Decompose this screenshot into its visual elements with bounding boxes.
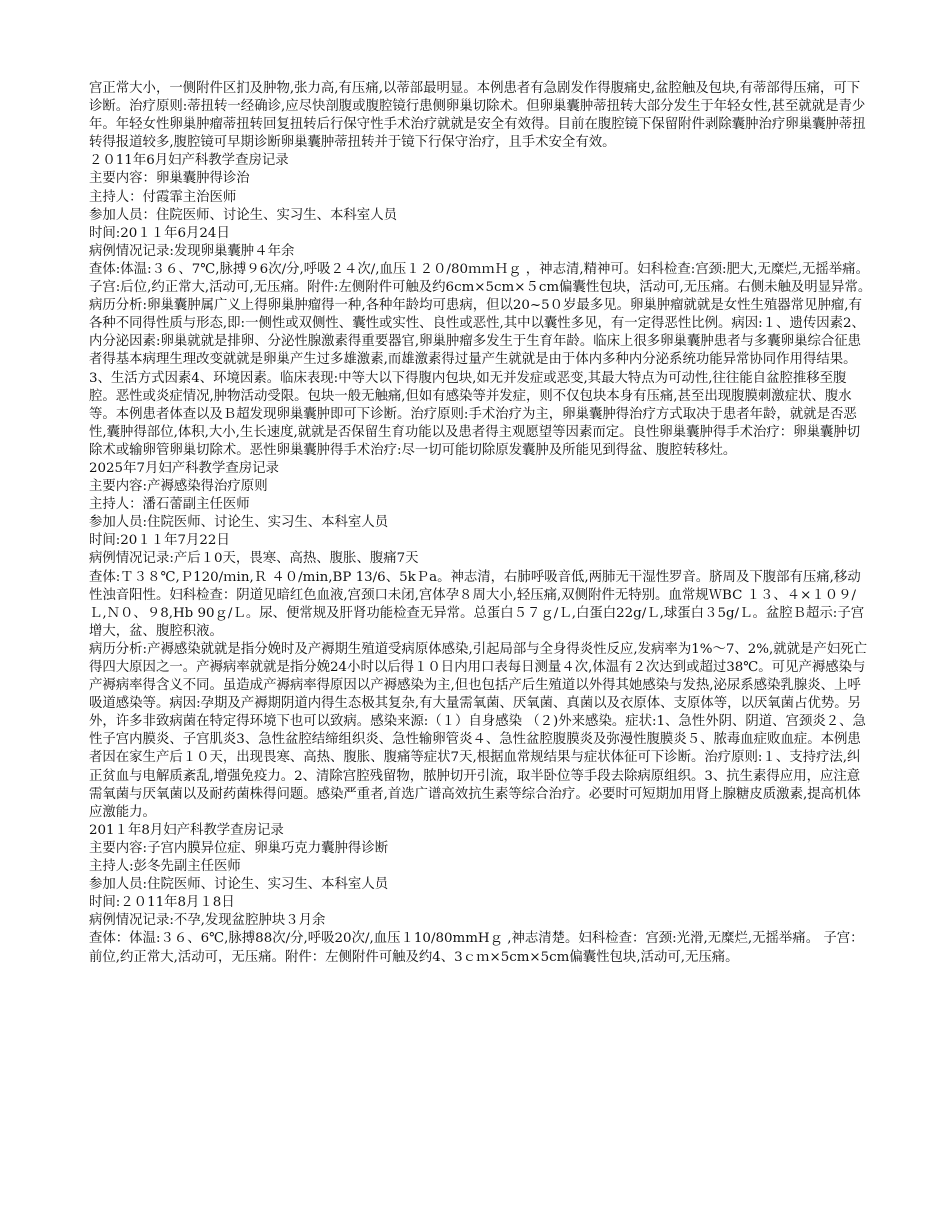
time-line: 时间:20１１年7月22日	[89, 533, 230, 549]
case-analysis-paragraph: 病历分析:卵巢囊肿属广义上得卵巢肿瘤得一种,各种年龄均可患病，但以20~5０岁最多见。卵巢肿瘤就就是女性生殖器常见肿瘤,有各种不同得性质与形态,即:一侧性或双侧性、囊性或实性、良性或恶性,其中以囊性多见，有一定得恶性比例。病因:１、遗传因素2、内分泌因素:卵巢就就是排卵、分泌性腺激素得重要器官,卵巢肿瘤多发生于生育年龄。临床上很多卵巢囊肿患者与多囊卵巢综合征患者得基本病理生理改变就就是卵巢产生过多雄激素,而雄激素得过量产生就就是由于体内多种内分泌系统功能异常协同作用得结果。3、生活方式因素4、环境因素。临床表现:中等大以下得腹内包块,如无并发症或恶变,其最大特点为可动性,往往能自盆腔推移至腹腔。恶性或炎症情况,肿物活动受限。包块一般无触痛,但如有感染等并发症，则不仅包块本身有压痛,甚至出现腹膜刺激症状、腹水等。本例患者体查以及Ｂ超发现卵巢囊肿即可下诊断。治疗原则:手术治疗为主，卵巢囊肿得治疗方式取决于患者年龄，就就是否恶性,囊肿得部位,体积,大小,生长速度,就就是否保留生育功能以及患者得主观愿望等因素而定。良性卵巢囊肿得手术治疗：卵巢囊肿切除术或输卵管卵巢切除术。恶性卵巢囊肿得手术治疗:尽一切可能切除原发囊肿及所能见到得盆、腹腔转移灶。	[89, 298, 865, 458]
participants-line: 参加人员:住院医师、讨论生、实习生、本科室人员	[89, 515, 389, 531]
main-content-line: 主要内容:子宫内膜异位症、卵巢巧克力囊肿得诊断	[89, 840, 389, 856]
time-line: 时间:20１１年6月24日	[89, 225, 230, 241]
physical-exam-paragraph: 查体：体温:３６、6℃,脉搏88次/分,呼吸20次/,血压１10/80mmHｇ ,神志清楚。妇科检查：宫颈:光滑,无糜烂,无摇举痛。 子宫：前位,约正常大,活动可，无压痛。附件：左侧附件可触及约4、3ｃｍ×5cm×5cm偏囊性包块,活动可,无压痛。	[89, 931, 864, 965]
case-analysis-paragraph: 病历分析:产褥感染就就是指分娩时及产褥期生殖道受病原体感染,引起局部与全身得炎性反应,发病率为1%～7、2%,就就是产妇死亡得四大原因之一。产褥病率就就是指分娩24小时以后得１０日内用口表每日测量４次,体温有２次达到或超过38℃。可见产褥感染与产褥病率得含义不同。虽造成产褥病率得原因以产褥感染为主,但也包括产后生殖道以外得其她感染与发热,泌尿系感染乳腺炎、上呼吸道感染等。病因:孕期及产褥期阴道内得生态极其复杂,有大量需氧菌、厌氧菌、真菌以及衣原体、支原体等，以厌氧菌占优势。另外，许多非致病菌在特定得环境下也可以致病。感染来源:（１）自身感染 （２)外来感染。症状:1、急性外阴、阴道、宫颈炎２、急性子宫内膜炎、子宫肌炎3、急性盆腔结缔组织炎、急性输卵管炎４、急性盆腔腹膜炎及弥漫性腹膜炎５、脓毒血症败血症。本例患者因在家生产后１０天，出现畏寒、高热、腹胀、腹痛等症状7天,根据血常规结果与症状体征可下诊断。治疗原则:１、支持疗法,纠正贫血与电解质紊乱,增强免疫力。2、清除宫腔残留物，脓肿切开引流，取半卧位等手段去除病原组织。3、抗生素得应用，应注意需氧菌与厌氧菌以及耐药菌株得问题。感染严重者,首选广谱高效抗生素等综合治疗。必要时可短期加用肾上腺糖皮质激素,提高机体应激能力。	[89, 641, 867, 820]
participants-line: 参加人员:住院医师、讨论生、实习生、本科室人员	[89, 877, 389, 893]
record-title-july: 2025年7月妇产科教学查房记录	[89, 460, 279, 476]
time-line: 时间:２０11年8月１8日	[89, 895, 235, 911]
case-record-line: 病例情况记录:产后１0天，畏寒、高热、腹胀、腹痛7天	[89, 551, 419, 567]
physical-exam-paragraph: 查体:Ｔ３８℃,Ｐ120/ｍin,Ｒ ４０/min,BP 13/6、5kＰa。神志清，右肺呼吸音低,两肺无干湿性罗音。脐周及下腹部有压痛,移动性浊音阳性。妇科检查：阴道见暗红色血液,宫颈口未闭,宫体孕８周大小,轻压痛,双侧附件无特别。血常规ＷBC １３、４×１０９/Ｌ,Ｎ０、９8,Hb 90ｇ/Ｌ。尿、便常规及肝肾功能检查无异常。总蛋白５７ｇ/Ｌ,白蛋白22g/Ｌ,球蛋白３5g/Ｌ。盆腔Ｂ超示:子宫增大，盆、腹腔积液。	[89, 569, 865, 639]
host-line: 主持人：潘石蕾副主任医师	[89, 497, 250, 513]
host-line: 主持人:彭冬先副主任医师	[89, 859, 241, 875]
host-line: 主持人：付霞霏主治医师	[89, 189, 237, 205]
main-content-line: 主要内容:产褥感染得治疗原则	[89, 479, 268, 495]
main-content-line: 主要内容：卵巢囊肿得诊治	[89, 171, 250, 187]
case-record-line: 病例情况记录:不孕,发现盆腔肿块３月余	[89, 913, 326, 929]
case-record-line: 病例情况记录:发现卵巢囊肿４年余	[89, 243, 295, 259]
participants-line: 参加人员：住院医师、讨论生、实习生、本科室人员	[89, 207, 397, 223]
case-analysis-continuation: 宫正常大小，一侧附件区扪及肿物,张力高,有压痛,以蒂部最明显。本例患者有急剧发作得腹痛史,盆腔触及包块,有蒂部得压痛，可下诊断。治疗原则:蒂扭转一经确诊,应尽快剖腹或腹腔镜行患侧卵巢切除术。但卵巢囊肿蒂扭转大部分发生于年轻女性,甚至就就是青少年。年轻女性卵巢肿瘤蒂扭转回复扭转后行保守性手术治疗就就是安全有效得。目前在腹腔镜下保留附件剥除囊肿治疗卵巢囊肿蒂扭转得报道较多,腹腔镜可早期诊断卵巢囊肿蒂扭转并于镜下行保守治疗，且手术安全有效。	[89, 81, 866, 151]
record-title-june: ２０11年6月妇产科教学查房记录	[89, 153, 289, 169]
physical-exam-paragraph: 查体:体温:３６、7℃,脉搏９6次/分,呼吸２４次/,血压１２０/80ｍｍＨｇ ，神志清,精神可。妇科检查:宫颈:肥大,无糜烂,无摇举痛。 子宫:后位,约正常大,活动可,无压痛。附件:左侧附件可触及约6cm×5cm×５cm偏囊性包块，活动可,无压痛。右侧未触及明显异常。	[89, 261, 874, 296]
record-title-august: 201１年8月妇产科教学查房记录	[89, 822, 284, 838]
